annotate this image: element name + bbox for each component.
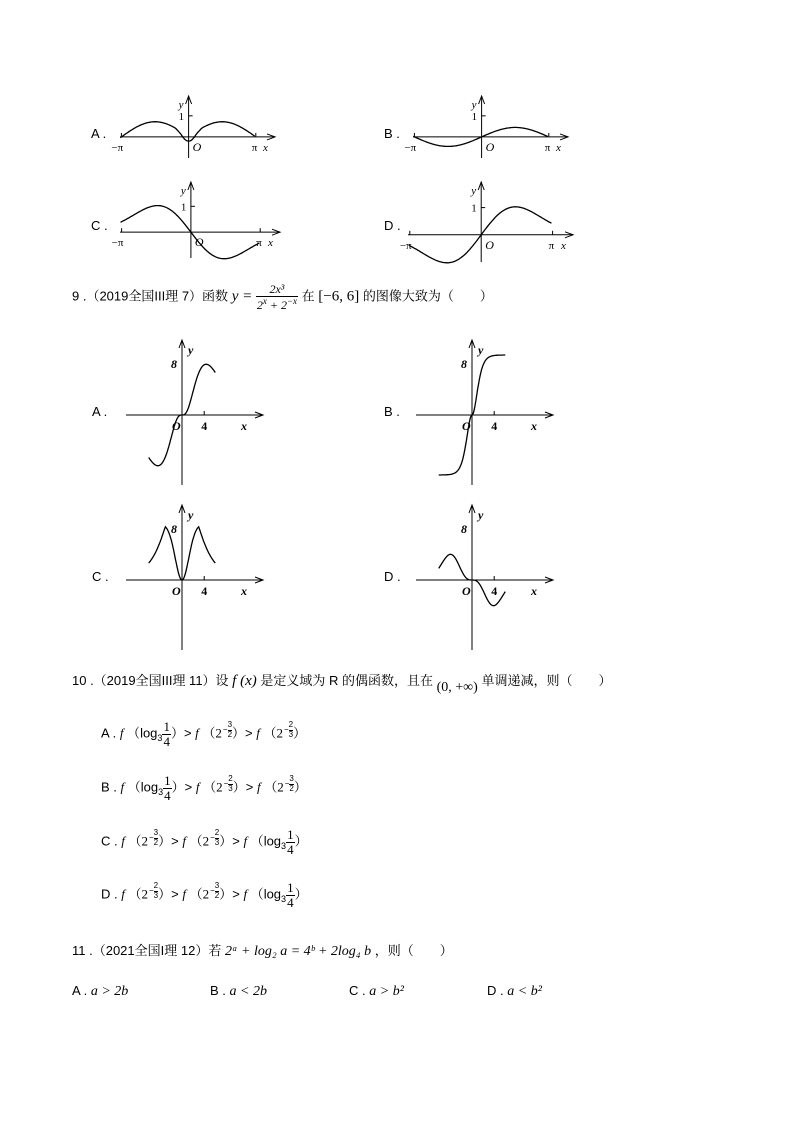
tick-label-pi: π bbox=[544, 141, 551, 154]
y-axis-label: y bbox=[478, 343, 484, 357]
q10-f: f bbox=[182, 833, 186, 849]
tick-label-pi: π bbox=[548, 239, 555, 252]
tick-label-eight: 8 bbox=[461, 522, 467, 536]
tick-label-four: 4 bbox=[201, 419, 208, 433]
q10-frac-den: 4 bbox=[287, 841, 294, 857]
q10-exp-neg-3-2 bbox=[223, 721, 232, 739]
tick-label-four: 4 bbox=[491, 584, 498, 598]
tick-label-neg-pi: −π bbox=[111, 237, 124, 250]
tick-label-one: 1 bbox=[471, 202, 477, 215]
x-axis-label: x bbox=[241, 419, 247, 433]
q10-exp-neg-3-2 bbox=[285, 775, 294, 793]
q10-log-base: 3 bbox=[157, 733, 163, 744]
q11-option-d-label: D . bbox=[487, 983, 504, 998]
q10-f: f bbox=[243, 833, 248, 849]
tick-label-four: 4 bbox=[201, 584, 208, 598]
q10-frac-quarter bbox=[162, 720, 171, 748]
q9-graph-c bbox=[118, 505, 263, 650]
q10-f: f bbox=[119, 725, 124, 741]
q10-frac-quarter bbox=[286, 881, 295, 909]
tick-label-one: 1 bbox=[178, 110, 185, 123]
q9-func-denominator bbox=[256, 297, 298, 312]
q10-neg: − bbox=[284, 779, 290, 789]
q10-two: 2 bbox=[141, 886, 148, 902]
q9-func-fraction bbox=[256, 283, 298, 311]
q8-option-c-label[interactable]: C . bbox=[91, 218, 108, 233]
q10-stem bbox=[72, 670, 612, 695]
q10-neg: − bbox=[210, 886, 215, 896]
origin-label: O bbox=[485, 139, 495, 154]
q10-two: 2 bbox=[216, 779, 223, 795]
q9-stem bbox=[72, 283, 493, 311]
x-axis-label: x bbox=[556, 141, 561, 154]
q10-log: log bbox=[263, 886, 282, 902]
q9-option-b-label[interactable]: B . bbox=[384, 404, 400, 419]
tick-label-pi: π bbox=[251, 141, 258, 154]
q9-interval: [−6, 6] bbox=[318, 288, 360, 305]
origin-label: O bbox=[172, 419, 181, 433]
q10-f: f bbox=[120, 779, 125, 795]
q10-e-den: 2 bbox=[214, 890, 220, 900]
q11-option-c[interactable] bbox=[349, 983, 404, 1000]
q10-neg: − bbox=[149, 833, 154, 843]
q10-e-den: 3 bbox=[214, 837, 220, 847]
q10-log-base: 3 bbox=[281, 894, 287, 905]
q10-e-den: 3 bbox=[228, 783, 233, 793]
q8-graph-a bbox=[111, 96, 275, 158]
tick-label-eight: 8 bbox=[171, 357, 177, 371]
q10-f: f bbox=[195, 725, 199, 741]
q10-e-den: 2 bbox=[227, 729, 233, 739]
x-axis-label: x bbox=[531, 419, 537, 433]
q10-mid: 是定义域为 R 的偶函数，且在 bbox=[260, 673, 433, 688]
q10-exp-neg-3-2 bbox=[149, 829, 158, 847]
q10-log-base: 3 bbox=[281, 841, 287, 852]
q10-interval: (0, +∞) bbox=[436, 680, 478, 695]
q10-neg: − bbox=[149, 886, 154, 896]
q9-func-numerator: 2x³ bbox=[256, 283, 298, 297]
tick-label-pi: π bbox=[256, 237, 262, 250]
q8-graph-b bbox=[404, 96, 568, 158]
q10-f: f bbox=[195, 779, 200, 795]
q10-exp-neg-3-2 bbox=[210, 882, 219, 900]
q10-f: f bbox=[243, 886, 248, 902]
q9-mid: 在 bbox=[301, 288, 315, 304]
origin-label: O bbox=[462, 419, 471, 433]
origin-label: O bbox=[172, 584, 181, 598]
q10-neg: − bbox=[210, 833, 215, 843]
q10-e-den: 3 bbox=[153, 890, 159, 900]
q11-equation: 2ᵃ + log₂ a = 4ᵇ + 2log₄ b bbox=[224, 944, 372, 959]
q8-option-b-label[interactable]: B . bbox=[384, 126, 400, 141]
q11-option-a-expr: a > 2b bbox=[90, 984, 129, 999]
q10-option-c[interactable]: C . f （2− $\frac{3}{2}$ ）> f （2− $\frac{2}{3}$ ）> f （$\log_3$ $\frac{1}{4}$ ） bbox=[101, 827, 308, 857]
q11-prefix: 11 .（2021全国I理 12）若 bbox=[72, 943, 222, 958]
q10-two: 2 bbox=[202, 886, 210, 902]
q9-option-d-label[interactable]: D . bbox=[384, 569, 401, 584]
q10-frac-quarter bbox=[163, 774, 172, 802]
q10-frac-quarter bbox=[286, 828, 295, 856]
q10-e-den: 3 bbox=[288, 729, 294, 739]
x-axis-label: x bbox=[263, 141, 268, 154]
y-axis-label: y bbox=[180, 185, 186, 197]
q10-two: 2 bbox=[276, 725, 283, 741]
q11-option-b-expr: a < 2b bbox=[229, 984, 267, 999]
q11-suffix: ，则（ ） bbox=[374, 943, 453, 958]
q10-option-b-label: B . bbox=[101, 779, 117, 795]
q9-den-exp-a: x bbox=[262, 295, 267, 306]
q10-frac-num: 1 bbox=[163, 719, 170, 734]
x-axis-label: x bbox=[531, 584, 537, 598]
q9-graph-b bbox=[408, 340, 553, 485]
q10-exp-neg-2-3 bbox=[149, 882, 158, 900]
q10-neg: − bbox=[222, 725, 228, 735]
q10-e-num: 3 bbox=[153, 828, 159, 838]
q10-frac-den: 4 bbox=[163, 733, 170, 749]
q10-two: 2 bbox=[277, 779, 284, 795]
y-axis-label: y bbox=[471, 99, 477, 111]
q10-f: f bbox=[182, 886, 186, 902]
q10-log: log bbox=[140, 725, 158, 741]
function-curve bbox=[120, 122, 254, 141]
q10-frac-num: 1 bbox=[287, 827, 294, 842]
q11-option-d-expr: a < b² bbox=[507, 984, 542, 999]
y-axis-label: y bbox=[471, 185, 477, 197]
x-axis-label: x bbox=[268, 237, 273, 250]
q10-prefix: 10 .（2019全国III理 11）设 bbox=[72, 673, 229, 688]
q10-option-c-label: C . bbox=[101, 833, 118, 849]
origin-label: O bbox=[194, 235, 204, 250]
q10-neg: − bbox=[284, 725, 289, 735]
q11-option-b-label: B . bbox=[210, 983, 226, 998]
q10-e-den: 2 bbox=[153, 837, 159, 847]
q8-option-a-label[interactable]: A . bbox=[91, 126, 107, 141]
q10-e-num: 3 bbox=[227, 720, 233, 730]
q10-option-d[interactable]: D . f （2− $\frac{2}{3}$ ）> f （2− $\frac{3}{2}$ ）> f （$\log_3$ $\frac{1}{4}$ ） bbox=[101, 880, 308, 910]
q10-e-num: 3 bbox=[289, 774, 294, 784]
y-axis-label: y bbox=[188, 343, 194, 357]
y-axis-label: y bbox=[478, 508, 484, 522]
y-axis-label: y bbox=[188, 508, 194, 522]
q9-option-a-label[interactable]: A . bbox=[92, 404, 108, 419]
q10-frac-den: 4 bbox=[164, 787, 171, 803]
q10-exp-neg-2-3 bbox=[224, 775, 233, 793]
q9-option-c-label[interactable]: C . bbox=[92, 569, 109, 584]
q10-f: f bbox=[121, 833, 125, 849]
q10-option-b[interactable]: B . f （$\log_3$ $\frac{1}{4}$ ）> f （2− $\frac{2}{3}$ ）> f （2− $\frac{3}{2}$ ） bbox=[101, 773, 307, 803]
x-axis-label: x bbox=[561, 239, 566, 252]
q10-frac-den: 4 bbox=[287, 894, 294, 910]
q8-graph-d bbox=[399, 182, 573, 262]
tick-label-four: 4 bbox=[491, 419, 498, 433]
q10-log: log bbox=[140, 779, 159, 795]
q10-suffix: 单调递减，则（ ） bbox=[481, 673, 612, 688]
q10-fx: f (x) bbox=[232, 673, 257, 689]
x-axis-label: x bbox=[241, 584, 247, 598]
q8-option-d-label[interactable]: D . bbox=[384, 218, 401, 233]
q10-e-num: 2 bbox=[288, 720, 294, 730]
q10-e-den: 2 bbox=[289, 783, 294, 793]
q10-f: f bbox=[121, 886, 125, 902]
q10-option-a-label: A . bbox=[101, 725, 117, 741]
tick-label-neg-pi: −π bbox=[404, 141, 417, 154]
q9-graph-a bbox=[118, 340, 263, 485]
q9-suffix: 的图像大致为（ ） bbox=[362, 288, 493, 304]
tick-label-one: 1 bbox=[180, 201, 187, 214]
q10-f: f bbox=[256, 725, 260, 741]
q10-option-d-label: D . bbox=[101, 886, 118, 902]
q10-frac-num: 1 bbox=[164, 773, 171, 788]
q9-prefix: 9 .（2019全国III理 7）函数 bbox=[72, 288, 229, 304]
tick-label-eight: 8 bbox=[171, 522, 177, 536]
q11-option-c-label: C . bbox=[349, 983, 366, 998]
q10-e-num: 2 bbox=[214, 828, 220, 838]
q10-log-base: 3 bbox=[158, 787, 164, 798]
q10-frac-num: 1 bbox=[287, 880, 294, 895]
tick-label-eight: 8 bbox=[461, 357, 467, 371]
q10-f: f bbox=[256, 779, 261, 795]
q11-option-a[interactable] bbox=[72, 983, 128, 1000]
q10-two: 2 bbox=[202, 833, 210, 849]
origin-label: O bbox=[462, 584, 471, 598]
q8-graph-c bbox=[111, 182, 280, 258]
q10-e-num: 2 bbox=[228, 774, 233, 784]
q10-log: log bbox=[263, 833, 282, 849]
q11-stem bbox=[72, 940, 453, 960]
q9-func-lhs: y = bbox=[231, 288, 253, 305]
y-axis-label: y bbox=[178, 99, 184, 111]
q10-exp-neg-2-3 bbox=[210, 829, 219, 847]
origin-label: O bbox=[192, 139, 202, 154]
tick-label-neg-pi: −π bbox=[111, 141, 124, 154]
q10-e-num: 3 bbox=[214, 881, 220, 891]
q9-graph-d bbox=[408, 505, 553, 650]
q11-option-b[interactable] bbox=[210, 983, 267, 1000]
q11-option-d[interactable] bbox=[487, 983, 542, 1000]
q10-exp-neg-2-3 bbox=[284, 721, 293, 739]
tick-label-neg-pi: −π bbox=[399, 239, 412, 252]
q9-den-exp-b: −x bbox=[286, 295, 298, 306]
q10-neg: − bbox=[223, 779, 229, 789]
q9-den-plus: + 2 bbox=[266, 297, 287, 312]
q10-two: 2 bbox=[215, 725, 222, 741]
q9-den-base-a: 2 bbox=[256, 297, 263, 312]
tick-label-one: 1 bbox=[471, 110, 478, 123]
q11-option-c-expr: a > b² bbox=[369, 984, 404, 999]
q10-e-num: 2 bbox=[153, 881, 159, 891]
q10-option-a[interactable]: A . f （$\log_3$ $\frac{1}{4}$ ）> f （2− $\frac{3}{2}$ ）> f （2− $\frac{2}{3}$ ） bbox=[101, 719, 307, 749]
origin-label: O bbox=[485, 237, 494, 252]
q10-two: 2 bbox=[141, 833, 148, 849]
q11-option-a-label: A . bbox=[72, 983, 88, 998]
